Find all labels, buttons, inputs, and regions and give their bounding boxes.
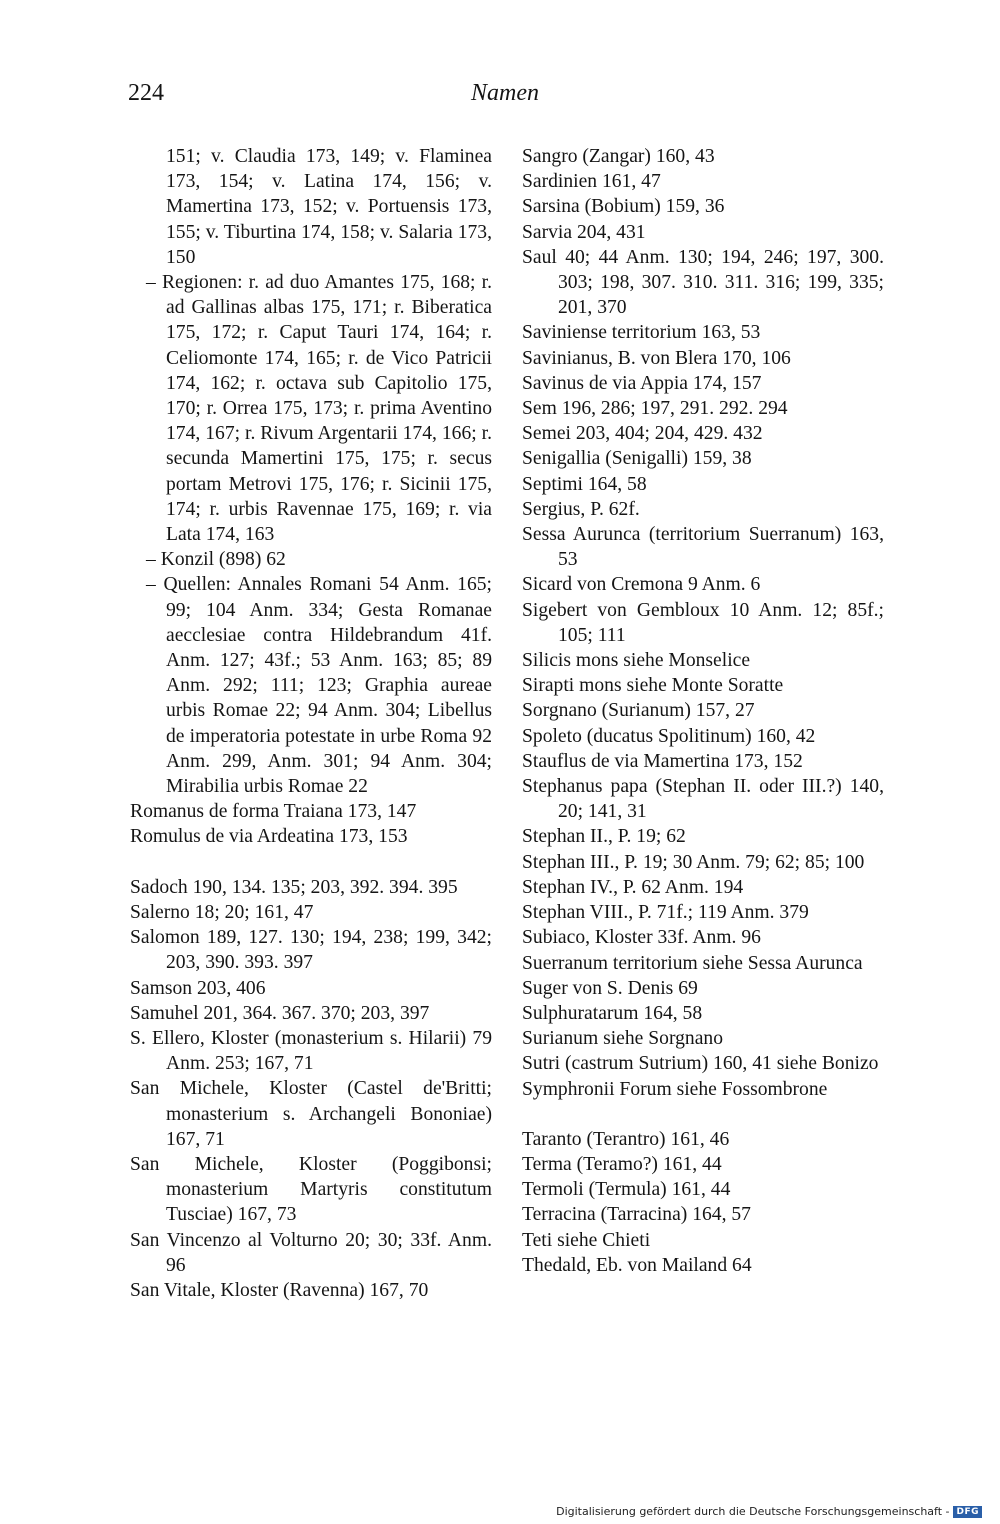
index-entry: – Quellen: Annales Romani 54 Anm. 165; 99; 104 Anm. 334; Gesta Romanae aecclesiae contra Hildebrandum 41f. Anm. 127; 43f.; 53 Anm. 163; 85; 89 Anm. 292; 111; 123; Graphia aureae urbis Romae 22; 94 Anm. 304; Libellus de imperatoria potestate in urbe Roma 92 Anm. 299, Anm. 301; 94 Anm. 304; Mirabilia urbis Romae 22 — [146, 574, 492, 798]
index-entry: Spoleto (ducatus Spolitinum) 160, 42 — [522, 725, 816, 747]
running-head: Namen — [471, 80, 539, 106]
index-entry: Samson 203, 406 — [130, 977, 266, 999]
index-entry: Sergius, P. 62f. — [522, 498, 640, 520]
page-number: 224 — [128, 80, 164, 106]
index-entry: Symphronii Forum siehe Fossombrone — [522, 1078, 828, 1100]
index-column-left — [130, 144, 492, 1303]
letter-gap — [130, 850, 492, 875]
letter-gap — [522, 1102, 884, 1127]
index-entry: Sem 196, 286; 197, 291. 292. 294 — [522, 398, 788, 420]
index-entry: – Regionen: r. ad duo Amantes 175, 168; r. ad Gallinas albas 175, 171; r. Biberatica 175, 172; r. Caput Tauri 174, 164; r. Celiomonte 174, 165; r. de Vico Patricii 174, 162; r. octava sub Capitolio 175, 170; r. Orrea 175, 173; r. prima Aventino 174, 167; r. Rivum Argentarii 174, 166; r. secunda Mamertini 175, 175; r. secus portam Metrovi 175, 176; r. Sicinii 175, 174; r. urbis Ravennae 175, 169; r. via Lata 174, 163 — [146, 272, 492, 546]
index-entry: Terma (Teramo?) 161, 44 — [522, 1153, 722, 1175]
index-entry: S. Ellero, Kloster (monasterium s. Hilarii) 79 Anm. 253; 167, 71 — [130, 1027, 492, 1075]
index-entry: Savinianus, B. von Blera 170, 106 — [522, 347, 791, 369]
index-entry: Suerranum territorium siehe Sessa Aurunca — [522, 952, 863, 974]
footer — [556, 1505, 982, 1518]
index-entry: Saul 40; 44 Anm. 130; 194, 246; 197, 300. 303; 198, 307. 310. 311. 316; 199, 335; 201, 370 — [522, 246, 884, 319]
index-entry: Saviniense territorium 163, 53 — [522, 322, 761, 344]
index-entry: Sigebert von Gembloux 10 Anm. 12; 85f.; 105; 111 — [522, 599, 884, 646]
index-entry: 151; v. Claudia 173, 149; v. Flaminea 173, 154; v. Latina 174, 156; v. Mamertina 173, 152; v. Portuensis 173, 155; v. Tiburtina 174, 158; v. Salaria 173, 150 — [166, 146, 492, 268]
index-entry: Stauflus de via Mamertina 173, 152 — [522, 750, 803, 772]
index-entry: Sadoch 190, 134. 135; 203, 392. 394. 395 — [130, 876, 458, 898]
index-entry: Sangro (Zangar) 160, 43 — [522, 146, 715, 167]
index-entry: Stephan III., P. 19; 30 Anm. 79; 62; 85; 100 — [522, 851, 865, 873]
index-entry: San Michele, Kloster (Poggibonsi; monasterium Martyris constitutum Tusciae) 167, 73 — [130, 1153, 492, 1226]
index-entry: Thedald, Eb. von Mailand 64 — [522, 1254, 752, 1276]
index-entry: Sutri (castrum Sutrium) 160, 41 siehe Bonizo — [522, 1053, 879, 1075]
index-entry: Savinus de via Appia 174, 157 — [522, 372, 762, 394]
index-entry: San Michele, Kloster (Castel de'Britti; monasterium s. Archangeli Bononiae) 167, 71 — [130, 1078, 492, 1150]
index-entry: Suger von S. Denis 69 — [522, 977, 698, 999]
index-entry: Sulphuratarum 164, 58 — [522, 1002, 703, 1024]
index-entry: Sirapti mons siehe Monte Soratte — [522, 675, 784, 697]
index-entry: Semei 203, 404; 204, 429. 432 — [522, 423, 763, 445]
index-entry: Romulus de via Ardeatina 173, 153 — [130, 826, 408, 848]
index-entry: Salerno 18; 20; 161, 47 — [130, 901, 314, 923]
index-entry: Sessa Aurunca (territorium Suerranum) 163, 53 — [522, 524, 884, 571]
index-entry: Stephan IV., P. 62 Anm. 194 — [522, 876, 744, 898]
index-entry: Terracina (Tarracina) 164, 57 — [522, 1204, 751, 1226]
index-entry: Taranto (Terantro) 161, 46 — [522, 1128, 730, 1150]
dfg-logo: DFG — [953, 1506, 982, 1518]
index-entry: Stephan VIII., P. 71f.; 119 Anm. 379 — [522, 902, 809, 924]
index-entry: Romanus de forma Traiana 173, 147 — [130, 801, 417, 823]
index-entry: Stephan II., P. 19; 62 — [522, 826, 686, 848]
index-entry: Septimi 164, 58 — [522, 473, 647, 495]
index-entry: Salomon 189, 127. 130; 194, 238; 199, 342; 203, 390. 393. 397 — [130, 927, 492, 974]
index-entry: Termoli (Termula) 161, 44 — [522, 1179, 731, 1201]
index-entry: Senigallia (Senigalli) 159, 38 — [522, 448, 752, 470]
index-entry: Samuhel 201, 364. 367. 370; 203, 397 — [130, 1002, 430, 1024]
index-column-right — [522, 144, 884, 1278]
index-entry: Silicis mons siehe Monselice — [522, 650, 751, 672]
index-entry: Sarvia 204, 431 — [522, 221, 646, 243]
footer-text: Digitalisierung gefördert durch die Deutsche Forschungsgemeinschaft - — [556, 1505, 950, 1518]
index-entry: Sarsina (Bobium) 159, 36 — [522, 196, 725, 218]
index-entry: Surianum siehe Sorgnano — [522, 1028, 723, 1050]
index-entry: Sardinien 161, 47 — [522, 171, 661, 193]
index-entry: Sicard von Cremona 9 Anm. 6 — [522, 574, 761, 596]
index-entry: – Konzil (898) 62 — [146, 549, 286, 571]
index-entry: San Vincenzo al Volturno 20; 30; 33f. Anm. 96 — [130, 1229, 492, 1276]
index-entry: San Vitale, Kloster (Ravenna) 167, 70 — [130, 1279, 429, 1301]
index-entry: Stephanus papa (Stephan II. oder III.?) 140, 20; 141, 31 — [522, 776, 884, 823]
index-entry: Teti siehe Chieti — [522, 1229, 651, 1251]
index-entry: Subiaco, Kloster 33f. Anm. 96 — [522, 927, 761, 949]
index-entry: Sorgnano (Surianum) 157, 27 — [522, 700, 755, 722]
